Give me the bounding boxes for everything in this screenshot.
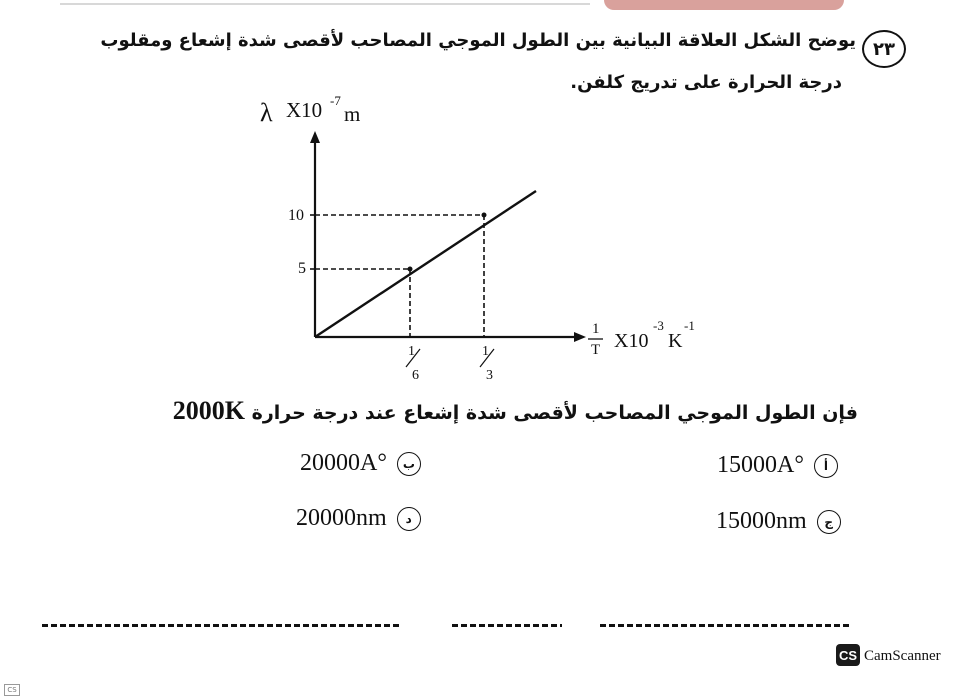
y-axis-tail: m [344,102,361,126]
x-axis-arrowhead [574,332,586,342]
camscanner-brand: CamScanner [864,648,941,664]
question-stem-value: 2000K [172,396,245,425]
option-a-value: 15000A° [717,452,804,478]
y-tick-label-10: 10 [288,207,304,224]
svg-text:T: T [591,342,601,358]
option-c[interactable] [716,508,841,535]
camscanner-small-logo-icon: CS [4,684,20,696]
svg-text:-3: -3 [653,318,664,333]
y-axis-exponent: -7 [330,93,341,108]
option-b[interactable] [300,450,421,477]
svg-text:K: K [668,330,683,352]
option-a-marker: أ [814,454,838,478]
option-d-marker: د [397,507,421,531]
svg-text:1: 1 [482,344,489,359]
option-a[interactable] [717,452,838,479]
x-tick-label-sixth [406,344,420,383]
question-stem-text: فإن الطول الموجي المصاحب لأقصى شدة إشعاع عند درجة حرارة [251,402,858,424]
y-axis-symbol: λ [260,98,273,127]
svg-text:6: 6 [412,368,419,383]
svg-text:-1: -1 [684,318,695,333]
option-c-marker: ج [817,510,841,534]
question-number: ٢٣ [862,30,906,68]
x-axis-label [588,318,695,358]
y-axis-unit: X10 [286,98,323,122]
option-c-value: 15000nm [716,508,807,534]
svg-text:1: 1 [592,321,600,337]
y-axis-arrowhead [310,131,320,143]
footer-rule-right [600,624,850,627]
x-tick-label-third [480,344,494,383]
footer-rule-left [42,624,402,627]
svg-text:1: 1 [408,344,415,359]
graph [250,85,730,390]
y-tick-label-5: 5 [298,260,306,277]
header-decoration [604,0,844,10]
option-b-marker: ب [397,452,421,476]
svg-text:3: 3 [486,368,493,383]
question-text-line1: يوضح الشكل العلاقة البيانية بين الطول الموجي المصاحب لأقصى شدة إشعاع ومقلوب [100,30,856,51]
data-point-10 [482,213,487,218]
camscanner-logo-icon: CS [836,644,860,666]
option-d-value: 20000nm [296,505,387,531]
top-divider [60,3,590,5]
data-line [315,191,536,337]
svg-text:X10: X10 [614,330,649,352]
data-point-5 [408,267,413,272]
option-d[interactable] [296,505,421,532]
option-b-value: 20000A° [300,450,387,476]
footer-rule-middle [452,624,562,627]
question-text-line2: درجة الحرارة على تدريج كلفن. [570,72,842,93]
question-stem [173,396,858,426]
